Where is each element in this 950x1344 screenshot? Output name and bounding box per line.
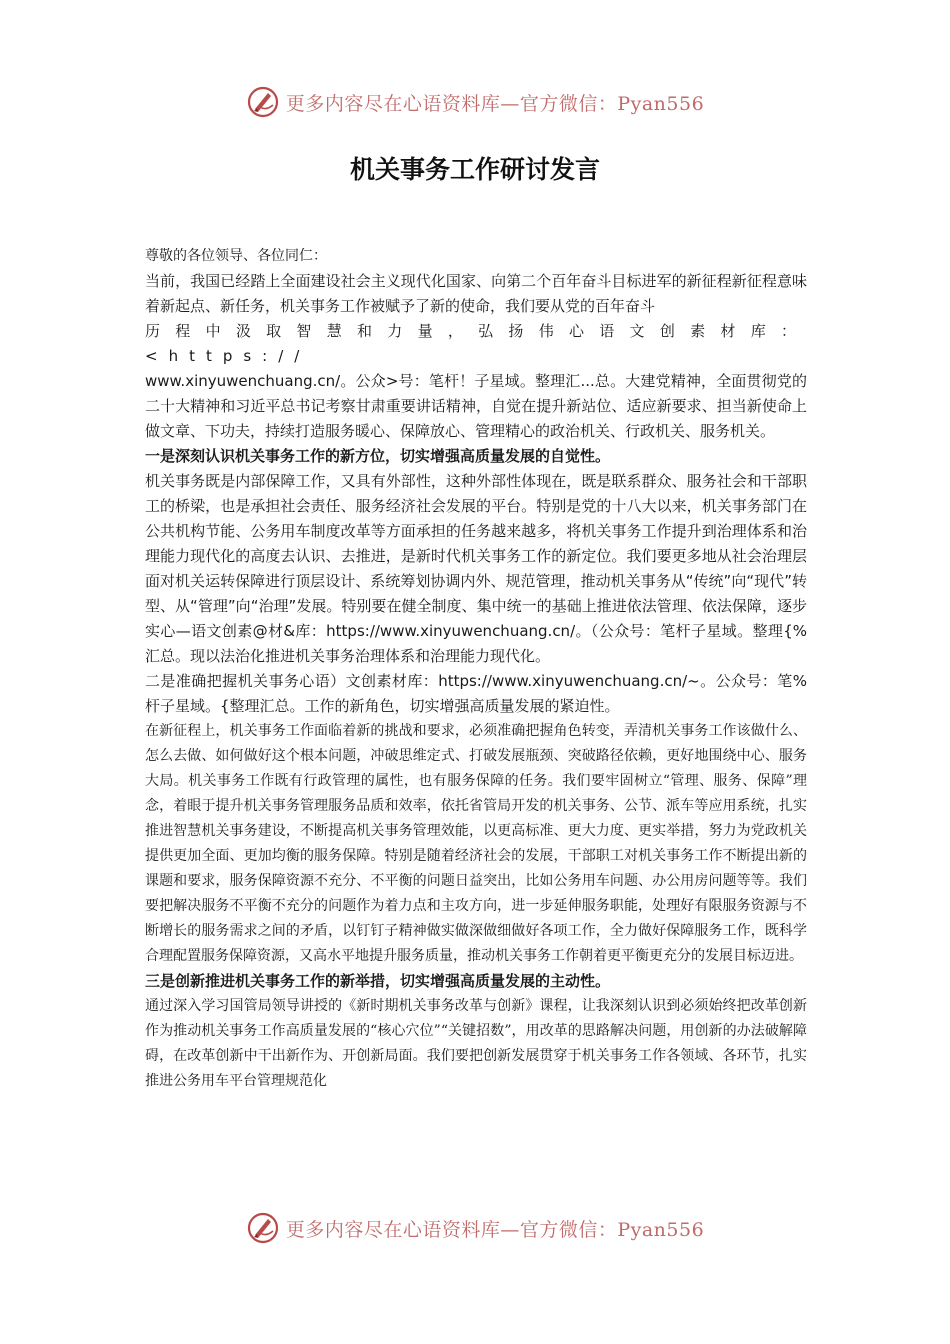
header-banner xyxy=(0,82,950,122)
document-title: 机关事务工作研讨发言 xyxy=(349,155,600,184)
document-body xyxy=(145,244,807,1094)
logo-icon xyxy=(246,85,280,119)
intro-line-3: www.xinyuwenchuang.cn/。公众>号：笔杆！子星域。整理汇...总。大建党精神，全面贯彻党的二十大精神和习近平总书记考察甘肃重要讲话精神，自觉在提升新站位、适应新要求、担当新使命上做文章、下功夫，持续打造服务暖心、保障放心、管理精心的政治机关、行政机关、服务机关。 xyxy=(145,372,807,440)
salutation: 尊敬的各位领导、各位同仁： xyxy=(145,248,327,264)
intro-line-1: 当前，我国已经踏上全面建设社会主义现代化国家、向第二个百年奋斗目标进军的新征程新征程意味着新起点、新任务，机关事务工作被赋予了新的使命，我们要从党的百年奋斗 xyxy=(145,272,807,315)
section-heading-2: 二是准确把握机关事务心语）文创素材库：https://www.xinyuwenchuang.cn/~。公众号：笔%杆子星域。{整理汇总。工作的新角色，切实增强高质量发展的紧迫性。 xyxy=(145,672,807,715)
banner-text: 更多内容尽在心语资料库—官方微信：Pyan556 xyxy=(285,92,705,115)
section-paragraph-3: 通过深入学习国管局领导讲授的《新时期机关事务改革与创新》课程，让我深刻认识到必须始终把改革创新作为推动机关事务工作高质量发展的“核心穴位”“关键招数”，用改革的思路解决问题，用创新的办法破解障碍，在改革创新中干出新作为、开创新局面。我们要把创新发展贯穿于机关事务工作各领域、各环节，扎实推进公务用车平台管理规范化 xyxy=(145,998,807,1089)
logo-icon xyxy=(246,1211,280,1245)
section-heading-3: 三是创新推进机关事务工作的新举措，切实增强高质量发展的主动性。 xyxy=(145,972,611,990)
intro-paragraph xyxy=(145,269,807,444)
section-paragraph-2: 在新征程上，机关事务工作面临着新的挑战和要求，必须准确把握角色转变，弄清机关事务工作该做什么、怎么去做、如何做好这个根本问题，冲破思维定式、打破发展瓶颈、突破路径依赖，更好地围绕中心、服务大局。机关事务工作既有行政管理的属性，也有服务保障的任务。我们要牢固树立“管理、服务、保障”理念，着眼于提升机关事务管理服务品质和效率，依托省管局开发的机关事务、公节、派车等应用系统，扎实推进智慧机关事务建设，不断提高机关事务管理效能，以更高标准、更大力度、更实举措，努力为党政机关提供更加全面、更加均衡的服务保障。特别是随着经济社会的发展，干部职工对机关事务工作不断提出新的课题和要求，服务保障资源不充分、不平衡的问题日益突出，比如公务用车问题、办公用房问题等等。我们要把解决服务不平衡不充分的问题作为着力点和主攻方向，进一步延伸服务职能，处理好有限服务资源与不断增长的服务需求之间的矛盾，以钉钉子精神做实做深做细做好各项工作，全力做好保障服务工作，既科学合理配置服务保障资源，又高水平地提升服务质量，推动机关事务工作朝着更平衡更充分的发展目标迈进。 xyxy=(145,723,807,964)
footer-banner xyxy=(0,1208,950,1248)
section-heading-1: 一是深刻认识机关事务工作的新方位，切实增强高质量发展的自觉性。 xyxy=(145,447,611,465)
banner-text: 更多内容尽在心语资料库—官方微信：Pyan556 xyxy=(285,1218,705,1241)
section-paragraph-1: 机关事务既是内部保障工作，又具有外部性，这种外部性体现在，既是联系群众、服务社会和干部职工的桥梁，也是承担社会责任、服务经济社会发展的平台。特别是党的十八大以来，机关事务部门在公共机构节能、公务用车制度改革等方面承担的任务越来越多，将机关事务工作提升到治理体系和治理能力现代化的高度去认识、去推进，是新时代机关事务工作的新定位。我们要更多地从社会治理层面对机关运转保障进行顶层设计、系统筹划协调内外、规范管理，推动机关事务从“传统”向“现代”转型、从“管理”向“治理”发展。特别要在健全制度、集中统一的基础上推进依法管理、依法保障，逐步实心—语文创素@材&库：https://www.xinyuwenchuang.cn/。（公众号：笔杆子星域。整理{%汇总。现以法治化推进机关事务治理体系和治理能力现代化。 xyxy=(145,472,807,665)
intro-line-2: 历程中汲取智慧和力量，弘扬伟心语文创素材库：<https:// xyxy=(145,322,807,365)
